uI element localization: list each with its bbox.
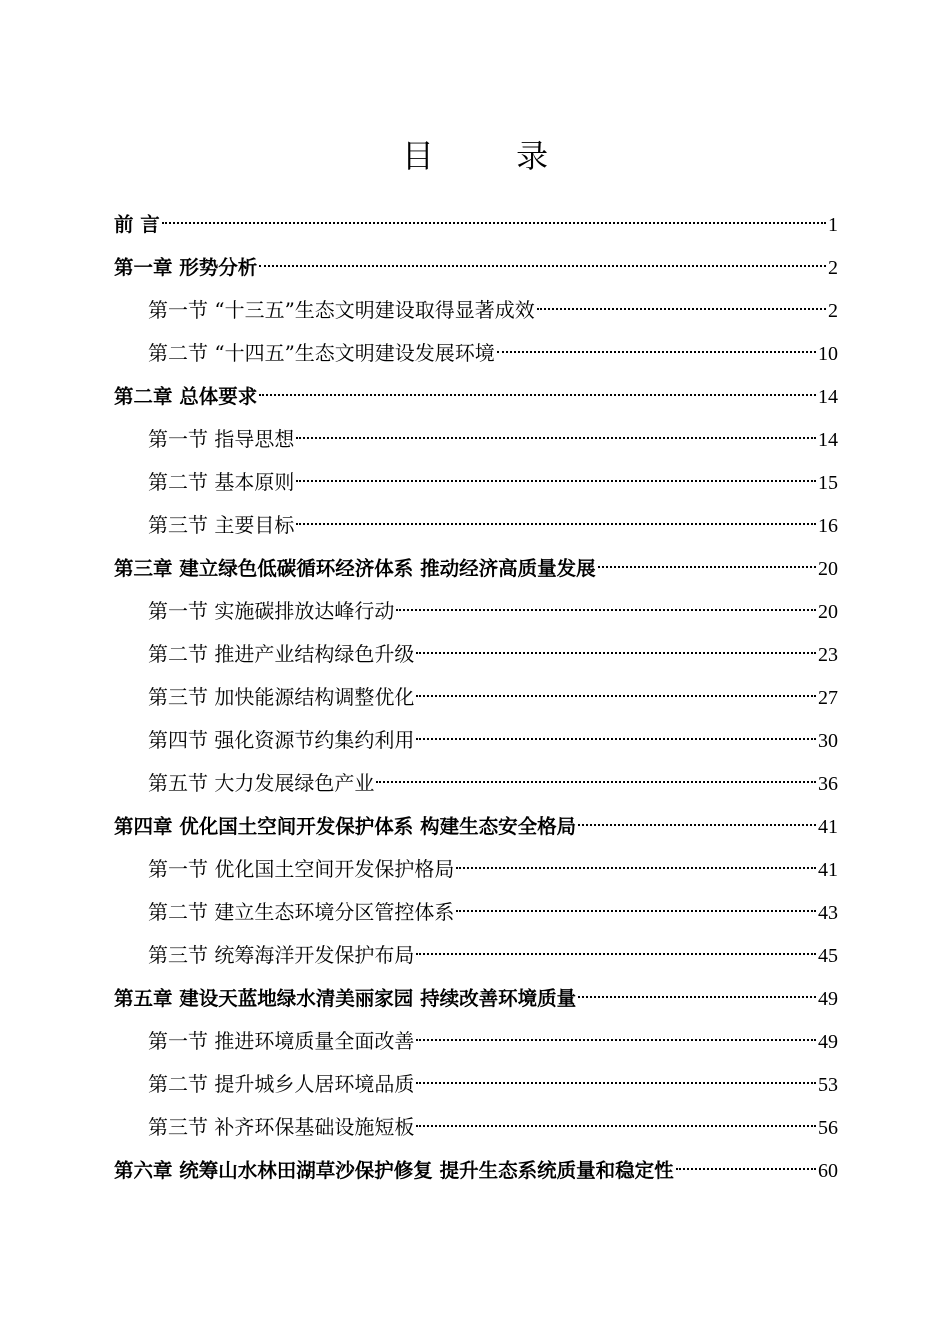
toc-dot-leader xyxy=(416,695,816,697)
toc-page-number: 2 xyxy=(828,300,838,322)
toc-entry-label: 第六章 统筹山水林田湖草沙保护修复 提升生态系统质量和稳定性 xyxy=(114,1159,674,1182)
toc-page-number: 56 xyxy=(818,1117,838,1139)
toc-page-number: 41 xyxy=(818,816,838,838)
toc-section-entry xyxy=(114,332,838,375)
toc-page-number: 20 xyxy=(818,601,838,623)
toc-chapter-entry xyxy=(114,977,838,1020)
toc-page-number: 20 xyxy=(818,558,838,580)
toc-entry-label: 第二节 推进产业结构绿色升级 xyxy=(148,642,415,666)
toc-dot-leader xyxy=(296,523,816,525)
toc-dot-leader xyxy=(416,1082,816,1084)
toc-entry-label: 第五节 大力发展绿色产业 xyxy=(148,771,375,795)
toc-chapter-entry xyxy=(114,375,838,418)
toc-page-number: 1 xyxy=(828,214,838,236)
toc-entry-label: 第一节 推进环境质量全面改善 xyxy=(148,1029,415,1053)
toc-page-number: 53 xyxy=(818,1074,838,1096)
toc-page-number: 60 xyxy=(818,1160,838,1182)
toc-page-number: 16 xyxy=(818,515,838,537)
toc-page-number: 10 xyxy=(818,343,838,365)
toc-dot-leader xyxy=(376,781,816,783)
toc-dot-leader xyxy=(416,738,816,740)
toc-dot-leader xyxy=(578,996,816,998)
toc-entry-label: 第四节 强化资源节约集约利用 xyxy=(148,728,415,752)
toc-dot-leader xyxy=(456,867,816,869)
toc-chapter-entry xyxy=(114,805,838,848)
toc-dot-leader xyxy=(456,910,816,912)
toc-dot-leader xyxy=(396,609,816,611)
toc-section-entry xyxy=(114,1063,838,1106)
toc-dot-leader xyxy=(416,1125,816,1127)
toc-section-entry xyxy=(114,1020,838,1063)
toc-entry-label: 第一章 形势分析 xyxy=(114,256,258,279)
toc-section-entry xyxy=(114,633,838,676)
toc-section-entry xyxy=(114,934,838,977)
toc-entry-label: 第二节 提升城乡人居环境品质 xyxy=(148,1072,415,1096)
toc-entry-label: 第一节 指导思想 xyxy=(148,427,295,451)
toc-page-number: 45 xyxy=(818,945,838,967)
toc-entry-label: 第二节 建立生态环境分区管控体系 xyxy=(148,900,455,924)
toc-entry-label: 前 言 xyxy=(114,213,160,236)
toc-section-entry xyxy=(114,719,838,762)
toc-dot-leader xyxy=(416,953,816,955)
toc-entry-label: 第五章 建设天蓝地绿水清美丽家园 持续改善环境质量 xyxy=(114,987,577,1010)
toc-page-number: 30 xyxy=(818,730,838,752)
toc-section-entry xyxy=(114,590,838,633)
toc-page-number: 49 xyxy=(818,1031,838,1053)
toc-dot-leader xyxy=(598,566,816,568)
toc-dot-leader xyxy=(537,308,826,310)
toc-section-entry xyxy=(114,848,838,891)
toc-entry-label: 第三章 建立绿色低碳循环经济体系 推动经济高质量发展 xyxy=(114,557,596,580)
toc-dot-leader xyxy=(296,437,816,439)
toc-section-entry xyxy=(114,418,838,461)
toc-section-entry xyxy=(114,1106,838,1149)
toc-title: 目 录 xyxy=(401,137,585,175)
toc-page-number: 36 xyxy=(818,773,838,795)
toc-section-entry xyxy=(114,676,838,719)
toc-dot-leader xyxy=(676,1168,816,1170)
toc-entry-label: 第一节 实施碳排放达峰行动 xyxy=(148,599,395,623)
toc-section-entry xyxy=(114,891,838,934)
toc-entry-label: 第二章 总体要求 xyxy=(114,385,258,408)
toc-dot-leader xyxy=(416,1039,816,1041)
toc-entry-label: 第四章 优化国土空间开发保护体系 构建生态安全格局 xyxy=(114,815,577,838)
toc-chapter-entry xyxy=(114,1149,838,1192)
toc-entry-label: 第三节 主要目标 xyxy=(148,513,295,537)
toc-dot-leader xyxy=(259,394,816,396)
toc-chapter-entry xyxy=(114,547,838,590)
toc-list xyxy=(114,203,838,1192)
toc-dot-leader xyxy=(296,480,816,482)
toc-section-entry xyxy=(114,504,838,547)
toc-dot-leader xyxy=(578,824,816,826)
toc-dot-leader xyxy=(259,265,826,267)
toc-page-number: 49 xyxy=(818,988,838,1010)
toc-section-entry xyxy=(114,762,838,805)
toc-chapter-entry xyxy=(114,246,838,289)
toc-page-number: 15 xyxy=(818,472,838,494)
toc-page-number: 14 xyxy=(818,429,838,451)
toc-entry-label: 第一节 优化国土空间开发保护格局 xyxy=(148,857,455,881)
toc-entry-label: 第三节 统筹海洋开发保护布局 xyxy=(148,943,415,967)
toc-page-number: 43 xyxy=(818,902,838,924)
toc-entry-label: 第二节 “十四五”生态文明建设发展环境 xyxy=(148,341,495,365)
toc-dot-leader xyxy=(497,351,816,353)
toc-section-entry xyxy=(114,289,838,332)
toc-entry-label: 第三节 加快能源结构调整优化 xyxy=(148,685,415,709)
toc-chapter-entry xyxy=(114,203,838,246)
toc-entry-label: 第一节 “十三五”生态文明建设取得显著成效 xyxy=(148,298,535,322)
toc-page-number: 2 xyxy=(828,257,838,279)
toc-section-entry xyxy=(114,461,838,504)
toc-page-number: 41 xyxy=(818,859,838,881)
toc-dot-leader xyxy=(416,652,816,654)
toc-page-number: 14 xyxy=(818,386,838,408)
toc-entry-label: 第二节 基本原则 xyxy=(148,470,295,494)
toc-page-number: 27 xyxy=(818,687,838,709)
toc-entry-label: 第三节 补齐环保基础设施短板 xyxy=(148,1115,415,1139)
toc-dot-leader xyxy=(162,222,826,224)
toc-page-number: 23 xyxy=(818,644,838,666)
